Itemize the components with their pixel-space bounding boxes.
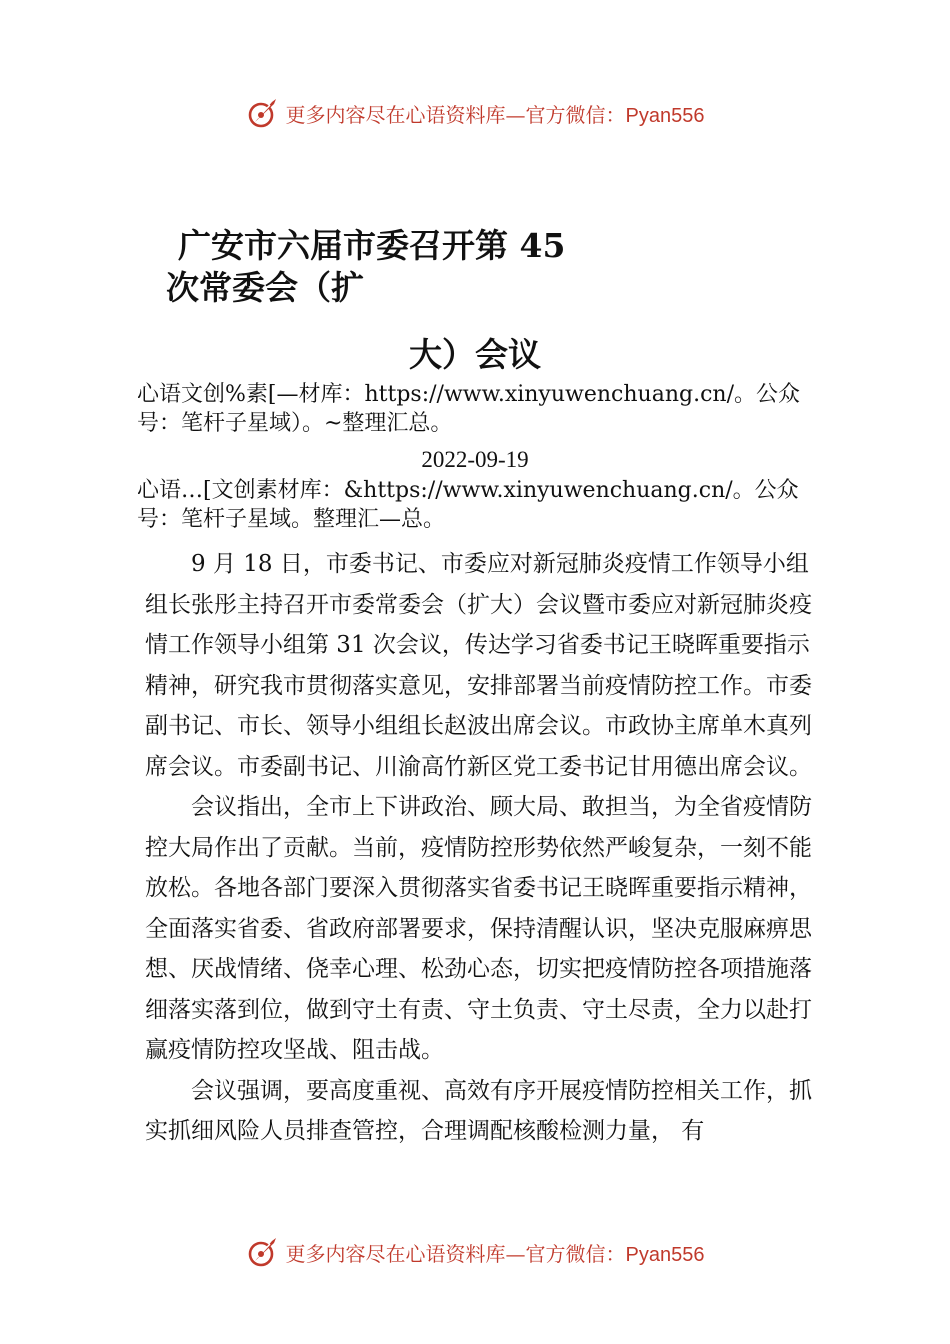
doc-title-line-2: 次常委会（扩 — [166, 268, 364, 307]
publish-date: 2022-09-19 — [421, 447, 529, 472]
doc-title-line-1: 广安市六届市委召开第 45 — [178, 226, 566, 265]
source-note-2: 心语…[文创素材库：&https://www.xinyuwenchuang.cn/。公众号：笔杆子星域。整理汇—总。 — [137, 478, 799, 532]
quill-logo-icon — [246, 1235, 280, 1269]
doc-title-line-3: 大）会议 — [409, 335, 541, 374]
banner-text: 更多内容尽在心语资料库—官方微信：Pyan556 — [285, 1241, 705, 1266]
paragraph-3: 会议强调，要高度重视、高效有序开展疫情防控相关工作，抓实抓细风险人员排查管控，合理调配核酸检测力量， 有 — [145, 1077, 812, 1144]
quill-logo-icon — [246, 96, 280, 130]
paragraph-1: 9 月 18 日，市委书记、市委应对新冠肺炎疫情工作领导小组组长张彤主持召开市委常委会（扩大）会议暨市委应对新冠肺炎疫情工作领导小组第 31 次会议，传达学习省委书记王晓晖重要指示精神，研究我市贯彻落实意见，安排部署当前疫情防控工作。市委副书记、市长、领导小组组长赵波出席会议。市政协主席单木真列席会议。市委副书记、川渝高竹新区党工委书记甘用德出席会议。 — [145, 551, 812, 780]
header-banner — [0, 93, 950, 133]
source-note-1: 心语文创%素[—材库：https://www.xinyuwenchuang.cn/。公众号：笔杆子星域）。~整理汇总。 — [137, 382, 800, 436]
banner-text: 更多内容尽在心语资料库—官方微信：Pyan556 — [285, 102, 705, 127]
paragraph-2: 会议指出，全市上下讲政治、顾大局、敢担当，为全省疫情防控大局作出了贡献。当前，疫情防控形势依然严峻复杂，一刻不能放松。各地各部门要深入贯彻落实省委书记王晓晖重要指示精神，全面落实省委、省政府部署要求，保持清醒认识，坚决克服麻痹思想、厌战情绪、侥幸心理、松劲心态，切实把疫情防控各项措施落细落实落到位，做到守土有责、守土负责、守土尽责，全力以赴打赢疫情防控攻坚战、阻击战。 — [145, 794, 812, 1063]
footer-banner — [0, 1232, 950, 1272]
article-body — [145, 544, 813, 1152]
